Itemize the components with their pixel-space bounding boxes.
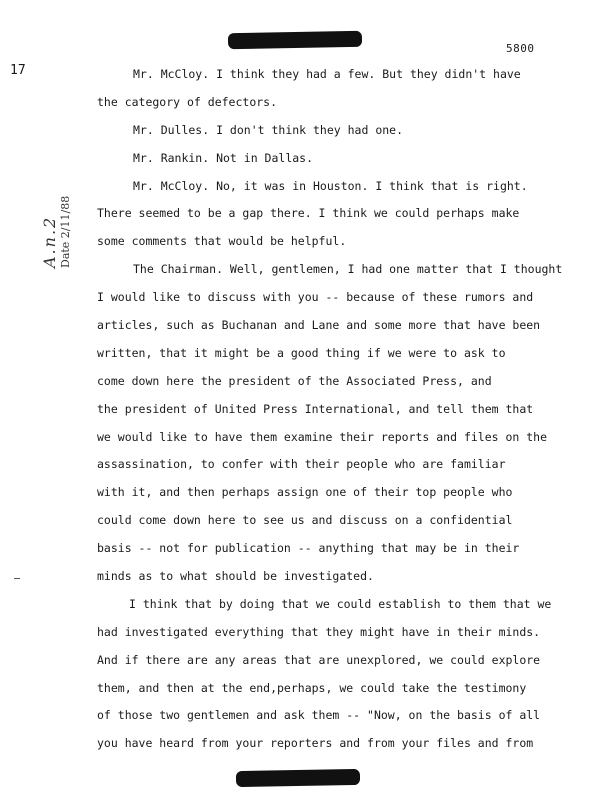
transcript-line: And if there are any areas that are unexplored, we could explore bbox=[97, 652, 541, 667]
transcript-line: some comments that would be helpful. bbox=[97, 234, 347, 249]
page-number: 5800 bbox=[506, 42, 535, 55]
transcript-line: Mr. McCloy. I think they had a few. But they didn't have bbox=[133, 67, 521, 81]
stamp-handwriting: A.n.2 bbox=[40, 215, 59, 268]
transcript-line: Mr. McCloy. No, it was in Houston. I think that is right. bbox=[133, 178, 528, 193]
stamp-date: Date 2/11/88 bbox=[59, 195, 72, 268]
transcript-line: Mr. Rankin. Not in Dallas. bbox=[133, 150, 314, 165]
transcript-line: them, and then at the end,perhaps, we could take the testimony bbox=[97, 680, 527, 695]
transcript-line: had investigated everything that they might have in their minds. bbox=[97, 624, 541, 639]
transcript-line: I would like to discuss with you -- because of these rumors and bbox=[97, 290, 534, 305]
transcript-line: could come down here to see us and discuss on a confidential bbox=[97, 513, 513, 528]
transcript-line: the category of defectors. bbox=[97, 94, 278, 109]
transcript-body bbox=[97, 61, 597, 758]
transcript-line: we would like to have them examine their reports and files on the bbox=[97, 429, 548, 444]
transcript-line: come down here the president of the Associated Press, and bbox=[97, 373, 492, 388]
transcript-line: the president of United Press International, and tell them that bbox=[97, 401, 534, 416]
transcript-line: There seemed to be a gap there. I think we could perhaps make bbox=[97, 206, 520, 221]
transcript-line: you have heard from your reporters and from your files and from bbox=[97, 736, 534, 751]
declassification-stamp bbox=[40, 196, 72, 268]
transcript-line: written, that it might be a good thing if we were to ask to bbox=[97, 345, 506, 360]
margin-mark bbox=[14, 578, 20, 579]
transcript-line: minds as to what should be investigated. bbox=[97, 569, 374, 584]
transcript-line: of those two gentlemen and ask them -- "Now, on the basis of all bbox=[97, 708, 541, 723]
redaction-bar-bottom bbox=[236, 769, 360, 787]
transcript-line: with it, and then perhaps assign one of their top people who bbox=[97, 485, 513, 500]
transcript-line: I think that by doing that we could establish to them that we bbox=[129, 596, 552, 611]
redaction-bar-top bbox=[228, 31, 362, 49]
line-number: 17 bbox=[10, 63, 26, 78]
transcript-line: The Chairman. Well, gentlemen, I had one matter that I thought bbox=[133, 262, 563, 277]
transcript-line: assassination, to confer with their people who are familiar bbox=[97, 457, 506, 472]
transcript-line: basis -- not for publication -- anything that may be in their bbox=[97, 541, 520, 556]
transcript-line: Mr. Dulles. I don't think they had one. bbox=[133, 122, 404, 137]
transcript-line: articles, such as Buchanan and Lane and some more that have been bbox=[97, 318, 541, 333]
